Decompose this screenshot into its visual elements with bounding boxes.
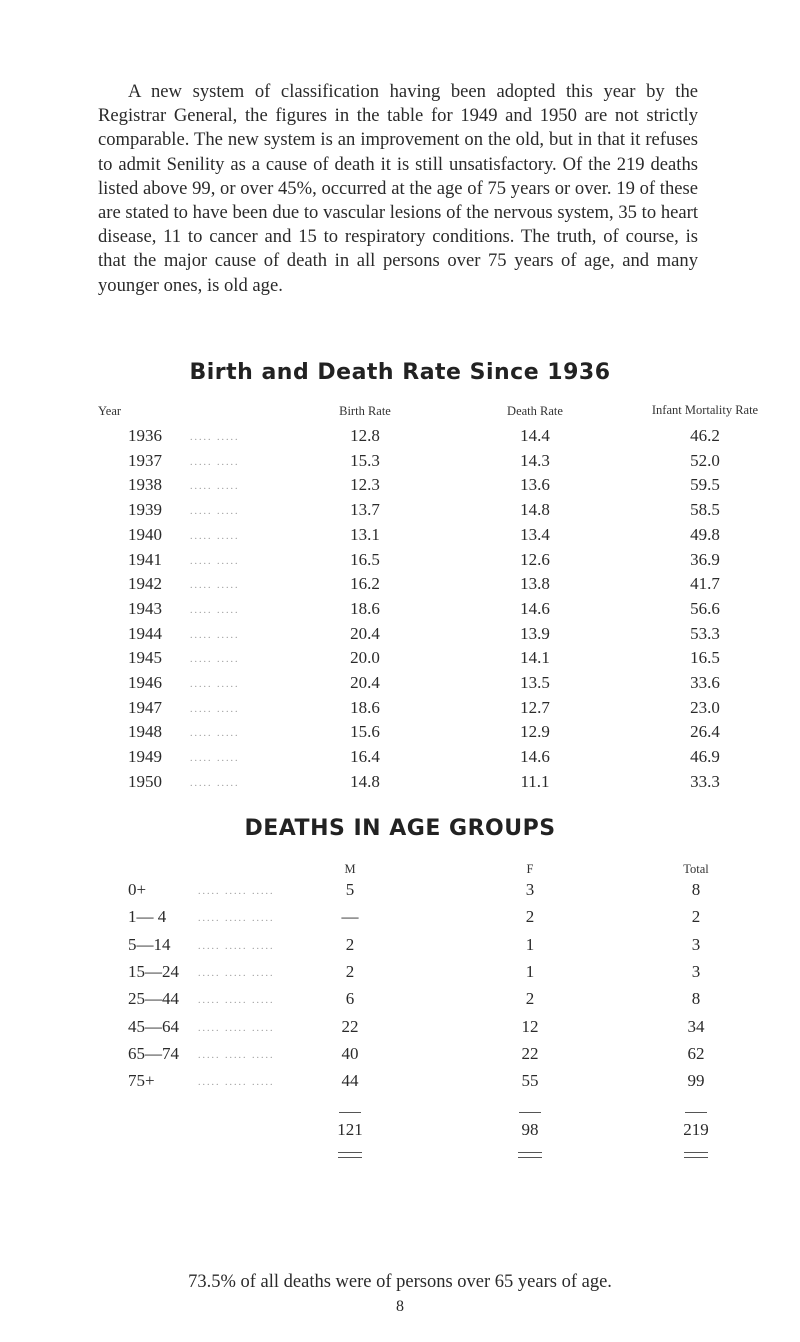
leader-dots: ..... ..... ..... [198, 1077, 275, 1089]
leader-dots: ..... ..... [190, 654, 240, 666]
rate-row [0, 500, 800, 524]
infant-mortality-cell: 46.2 [690, 426, 720, 445]
total-cell: 99 [687, 1071, 705, 1091]
double-rule-f [518, 1152, 542, 1158]
birth-rate-cell: 13.7 [350, 500, 380, 520]
rate-row [0, 747, 800, 771]
death-rate-cell: 12.7 [520, 697, 550, 717]
rate-row [0, 673, 800, 697]
death-rate-cell: 12.9 [520, 722, 550, 742]
death-rate-cell: 14.1 [520, 648, 550, 668]
col-header-total: Total [683, 862, 709, 876]
leader-dots: ..... ..... ..... [198, 886, 275, 897]
death-rate-cell: 14.3 [520, 450, 550, 470]
female-cell: 3 [525, 880, 535, 899]
infant-mortality-cell: 53.3 [690, 623, 720, 643]
rule-f [519, 1112, 541, 1113]
female-cell: 2 [525, 989, 535, 1009]
rate-row [0, 624, 800, 648]
female-cell: 55 [521, 1071, 539, 1091]
age-group-cell: 45—64 [128, 1016, 179, 1036]
birth-rate-cell: 12.8 [350, 426, 380, 445]
age-group-cell: 75+ [128, 1071, 155, 1091]
leader-dots: ..... ..... [190, 703, 240, 715]
year-cell: 1942 [128, 574, 162, 594]
death-rate-cell: 13.5 [520, 673, 550, 692]
year-cell: 1936 [128, 426, 162, 445]
infant-mortality-cell: 23.0 [690, 697, 720, 717]
age-group-cell: 25—44 [128, 989, 179, 1009]
total-cell: 2 [691, 907, 701, 927]
total-all: 219 [683, 1120, 709, 1139]
age-group-cell: 15—24 [128, 961, 179, 981]
rate-row [0, 722, 800, 746]
leader-dots: ..... ..... [190, 777, 240, 789]
year-cell: 1945 [128, 648, 162, 668]
infant-mortality-cell: 33.6 [690, 673, 720, 692]
leader-dots: ..... ..... ..... [198, 913, 275, 925]
total-cell: 8 [691, 880, 701, 899]
birth-rate-cell: 20.4 [350, 673, 380, 692]
male-cell: 2 [345, 961, 355, 981]
death-rate-cell: 14.4 [520, 426, 550, 445]
infant-mortality-cell: 58.5 [690, 500, 720, 520]
age-group-cell: 65—74 [128, 1043, 179, 1063]
infant-mortality-cell: 49.8 [690, 524, 720, 544]
deaths-table-title: DEATHS IN AGE GROUPS [244, 816, 556, 841]
leader-dots: ..... ..... [190, 753, 240, 765]
age-group-row [0, 989, 800, 1013]
infant-mortality-cell: 46.9 [690, 747, 720, 767]
age-group-cell: 5—14 [128, 934, 171, 954]
leader-dots: ..... ..... ..... [198, 940, 275, 952]
paragraph-text: A new system of classification having been adopted this year by the Registrar General, the figures in the table for 1949 and 1950 are not strictly comparable. The new system is an improvement on the old, but in that it refuses to admit Senility as a cause of death it is still unsatisfactory. Of the 219 deaths listed above 99, or over 45%, occurred at the age of 75 years or over. 19 of these are stated to have been due to vascular lesions of the nervous system, 35 to heart disease, 11 to cancer and 15 to respiratory conditions. The truth, of course, is that the major cause of death in all persons over 75 years of age, and many younger ones, is old age. [98, 81, 698, 296]
death-rate-cell: 13.4 [520, 524, 550, 544]
infant-mortality-cell: 52.0 [690, 450, 720, 470]
leader-dots: ..... ..... ..... [198, 1049, 275, 1061]
female-cell: 1 [525, 961, 535, 981]
female-cell: 22 [521, 1043, 539, 1063]
birth-rate-cell: 15.6 [350, 722, 380, 742]
infant-mortality-cell: 33.3 [690, 771, 720, 791]
birth-rate-cell: 13.1 [350, 524, 380, 544]
male-cell: 5 [345, 880, 355, 899]
birth-rate-cell: 15.3 [350, 450, 380, 470]
year-cell: 1944 [128, 623, 162, 643]
rate-row [0, 772, 800, 796]
birth-rate-cell: 16.4 [350, 747, 380, 767]
leader-dots: ..... ..... [190, 580, 240, 592]
double-rule-total [684, 1152, 708, 1158]
rate-row [0, 648, 800, 672]
year-cell: 1939 [128, 500, 162, 520]
infant-mortality-cell: 56.6 [690, 598, 720, 618]
leader-dots: ..... ..... [190, 555, 240, 567]
col-header-year: Year [98, 404, 122, 418]
age-group-row [0, 935, 800, 959]
total-cell: 8 [691, 989, 701, 1009]
age-group-row [0, 907, 800, 931]
age-group-row [0, 1017, 800, 1041]
infant-mortality-cell: 41.7 [690, 574, 720, 594]
age-group-row [0, 1044, 800, 1068]
footer-note: 73.5% of all deaths were of persons over 65 years of age. [188, 1272, 612, 1292]
col-header-birth-rate: Birth Rate [339, 404, 391, 418]
rate-row [0, 475, 800, 499]
rate-row [0, 599, 800, 623]
year-cell: 1950 [128, 771, 162, 791]
total-cell: 34 [687, 1016, 705, 1036]
death-rate-cell: 13.6 [520, 475, 550, 495]
year-cell: 1941 [128, 549, 162, 569]
rate-row [0, 525, 800, 549]
year-cell: 1947 [128, 697, 162, 717]
rates-table-title: Birth and Death Rate Since 1936 [189, 360, 611, 385]
infant-mortality-cell: 26.4 [690, 722, 720, 742]
col-header-infant-mortality: Infant Mortality Rate [651, 403, 759, 417]
col-header-male: M [344, 862, 356, 876]
rule-total [685, 1112, 707, 1113]
male-cell: 40 [341, 1043, 359, 1063]
female-cell: 1 [525, 934, 535, 954]
male-cell: 22 [341, 1016, 359, 1036]
infant-mortality-cell: 36.9 [690, 549, 720, 569]
birth-rate-cell: 16.2 [350, 574, 380, 594]
total-cell: 3 [691, 934, 701, 954]
leader-dots: ..... ..... [190, 604, 240, 616]
birth-rate-cell: 18.6 [350, 598, 380, 618]
birth-rate-cell: 18.6 [350, 697, 380, 717]
female-cell: 12 [521, 1016, 539, 1036]
leader-dots: ..... ..... [190, 481, 240, 493]
death-rate-cell: 11.1 [520, 771, 550, 791]
rate-row [0, 451, 800, 475]
leader-dots: ..... ..... [190, 629, 240, 641]
death-rate-cell: 13.8 [520, 574, 550, 594]
col-header-death-rate: Death Rate [507, 404, 563, 418]
birth-rate-cell: 20.4 [350, 623, 380, 643]
leader-dots: ..... ..... [190, 506, 240, 518]
birth-rate-cell: 14.8 [350, 771, 380, 791]
rate-row [0, 550, 800, 574]
double-rule-m [338, 1152, 362, 1158]
male-cell: 2 [345, 934, 355, 954]
totals-row [0, 1120, 800, 1144]
death-rate-cell: 14.6 [520, 747, 550, 767]
age-group-row [0, 880, 800, 904]
age-group-cell: 1— 4 [128, 907, 167, 927]
leader-dots: ..... ..... [190, 530, 240, 542]
year-cell: 1940 [128, 524, 162, 544]
leader-dots: ..... ..... [190, 728, 240, 740]
female-cell: 2 [525, 907, 535, 927]
intro-paragraph [98, 80, 698, 298]
col-header-female: F [526, 862, 534, 876]
birth-rate-cell: 20.0 [350, 648, 380, 668]
year-cell: 1937 [128, 450, 162, 470]
year-cell: 1948 [128, 722, 162, 742]
age-group-cell: 0+ [128, 880, 147, 899]
death-rate-cell: 14.8 [520, 500, 550, 520]
death-rate-cell: 12.6 [520, 549, 550, 569]
leader-dots: ..... ..... ..... [198, 1022, 275, 1034]
total-f: 98 [521, 1120, 539, 1139]
year-cell: 1946 [128, 673, 162, 692]
year-cell: 1938 [128, 475, 162, 495]
leader-dots: ..... ..... ..... [198, 995, 275, 1007]
birth-rate-cell: 16.5 [350, 549, 380, 569]
rate-row [0, 698, 800, 722]
total-cell: 3 [691, 961, 701, 981]
male-cell: — [341, 907, 359, 927]
leader-dots: ..... ..... [190, 679, 240, 690]
infant-mortality-cell: 16.5 [690, 648, 720, 668]
year-cell: 1949 [128, 747, 162, 767]
year-cell: 1943 [128, 598, 162, 618]
birth-rate-cell: 12.3 [350, 475, 380, 495]
age-group-row [0, 962, 800, 986]
death-rate-cell: 14.6 [520, 598, 550, 618]
male-cell: 44 [341, 1071, 359, 1091]
infant-mortality-cell: 59.5 [690, 475, 720, 495]
death-rate-cell: 13.9 [520, 623, 550, 643]
leader-dots: ..... ..... [190, 432, 240, 443]
male-cell: 6 [345, 989, 355, 1009]
page-number: 8 [396, 1298, 404, 1315]
total-m: 121 [337, 1120, 363, 1139]
age-group-row [0, 1071, 800, 1095]
leader-dots: ..... ..... [190, 456, 240, 468]
rate-row [0, 574, 800, 598]
total-cell: 62 [687, 1043, 705, 1063]
rule-m [339, 1112, 361, 1113]
rate-row [0, 426, 800, 450]
leader-dots: ..... ..... ..... [198, 967, 275, 979]
